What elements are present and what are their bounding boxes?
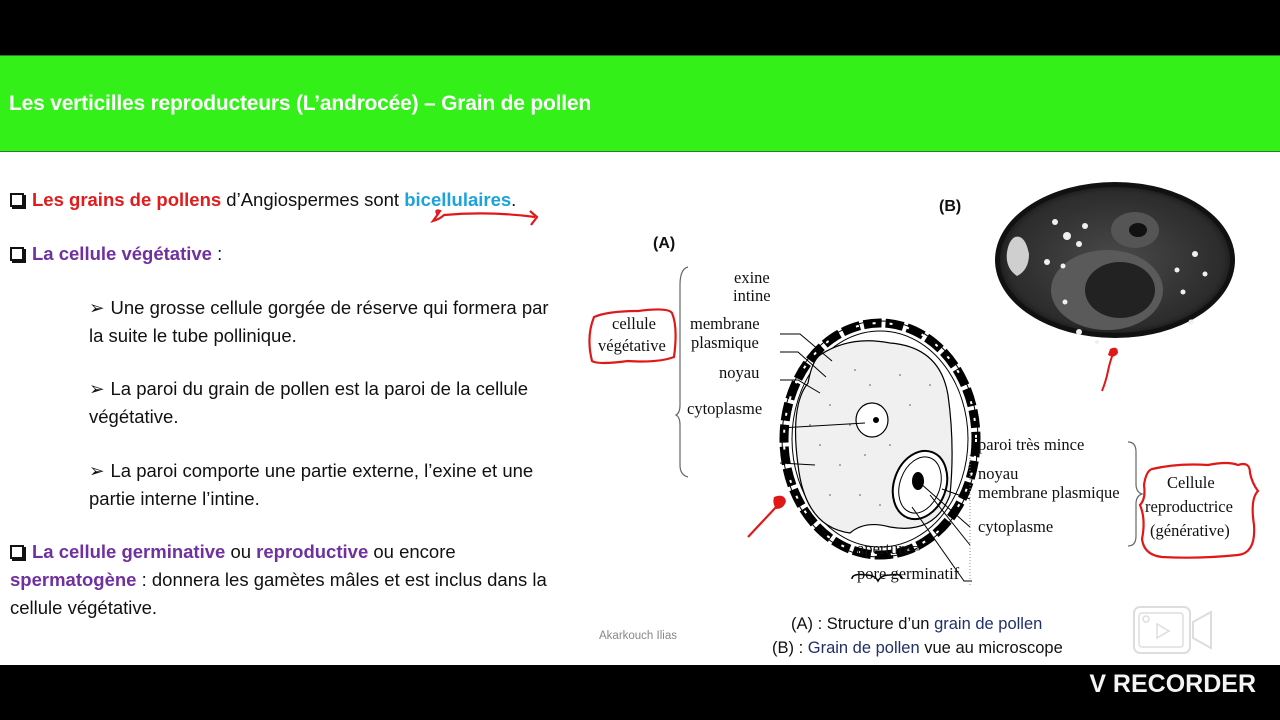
checkbox-bullet-icon <box>10 545 24 559</box>
sub-bullet-paroi: ➢ La paroi du grain de pollen est la paroi de la cellule végétative. <box>89 378 529 427</box>
annotation-vegetative: végétative <box>598 336 666 355</box>
arrowhead-bullet-icon: ➢ <box>89 378 105 399</box>
sub-bullet-exine-intine: ➢ La paroi comporte une partie externe, l’exine et une partie interne l’intine. <box>89 460 534 509</box>
slide-title: Les verticilles reproducteurs (L’androcée) – Grain de pollen <box>9 92 592 115</box>
title-bar <box>0 55 1280 152</box>
annotation-reproductrice: reproductrice <box>1145 497 1233 516</box>
arrowhead-bullet-icon: ➢ <box>89 460 105 481</box>
figure-a-tag: (A) <box>653 235 676 252</box>
label-plasmique: plasmique <box>691 333 759 352</box>
pollen-grain-diagram <box>680 265 1000 585</box>
label-cytoplasme: cytoplasme <box>687 399 763 418</box>
bullet-grains: Les grains de pollens d’Angiospermes sont bicellulaires. <box>10 186 516 214</box>
annotation-cellule: cellule <box>612 314 656 333</box>
slide <box>0 55 1280 665</box>
arrowhead-bullet-icon: ➢ <box>89 297 105 318</box>
pointer-arrow-annotation-a <box>744 487 794 541</box>
label-aperture: aperture= <box>857 539 921 558</box>
caption-a: (A) : Structure d’un grain de pollen <box>791 615 1043 633</box>
annotation-generative: (générative) <box>1150 521 1230 540</box>
label-intine: intine <box>733 286 771 305</box>
pointer-arrow-annotation-b <box>1096 341 1126 395</box>
bullet-cellule-germinative: La cellule germinative ou reproductive ou encore spermatogène : donnera les gamètes mâles et est inclus dans la cellule végétative. <box>10 541 547 618</box>
label-pore-germinatif: pore germinatif <box>857 564 960 583</box>
label-membrane-plasmique-generatif: membrane plasmique <box>978 483 1120 502</box>
label-noyau: noyau <box>719 363 760 382</box>
top-letterbox <box>0 0 1280 55</box>
bullet-cellule-vegetative: La cellule végétative : <box>10 240 222 268</box>
label-noyau-generatif: noyau <box>978 464 1019 483</box>
label-exine: exine <box>734 268 770 287</box>
video-camera-icon <box>1133 606 1215 656</box>
author-credit: Akarkouch Ilias <box>599 630 677 642</box>
label-paroi-tres-mince: paroi très mince <box>978 435 1085 454</box>
annotation-cellule-repro: Cellule <box>1167 473 1215 492</box>
pollen-micrograph <box>995 182 1245 342</box>
underline-arrow-annotation <box>430 205 550 235</box>
checkbox-bullet-icon <box>10 247 24 261</box>
checkbox-bullet-icon <box>10 193 24 207</box>
bottom-letterbox <box>0 665 1280 720</box>
caption-b: (B) : Grain de pollen vue au microscope <box>772 639 1063 657</box>
label-membrane: membrane <box>690 314 760 333</box>
v-recorder-watermark: V RECORDER <box>1089 670 1256 698</box>
figure-b-tag: (B) <box>939 198 962 215</box>
sub-bullet-reserve: ➢ Une grosse cellule gorgée de réserve qui formera par la suite le tube pollinique. <box>89 297 549 346</box>
label-cytoplasme-generatif: cytoplasme <box>978 517 1054 536</box>
